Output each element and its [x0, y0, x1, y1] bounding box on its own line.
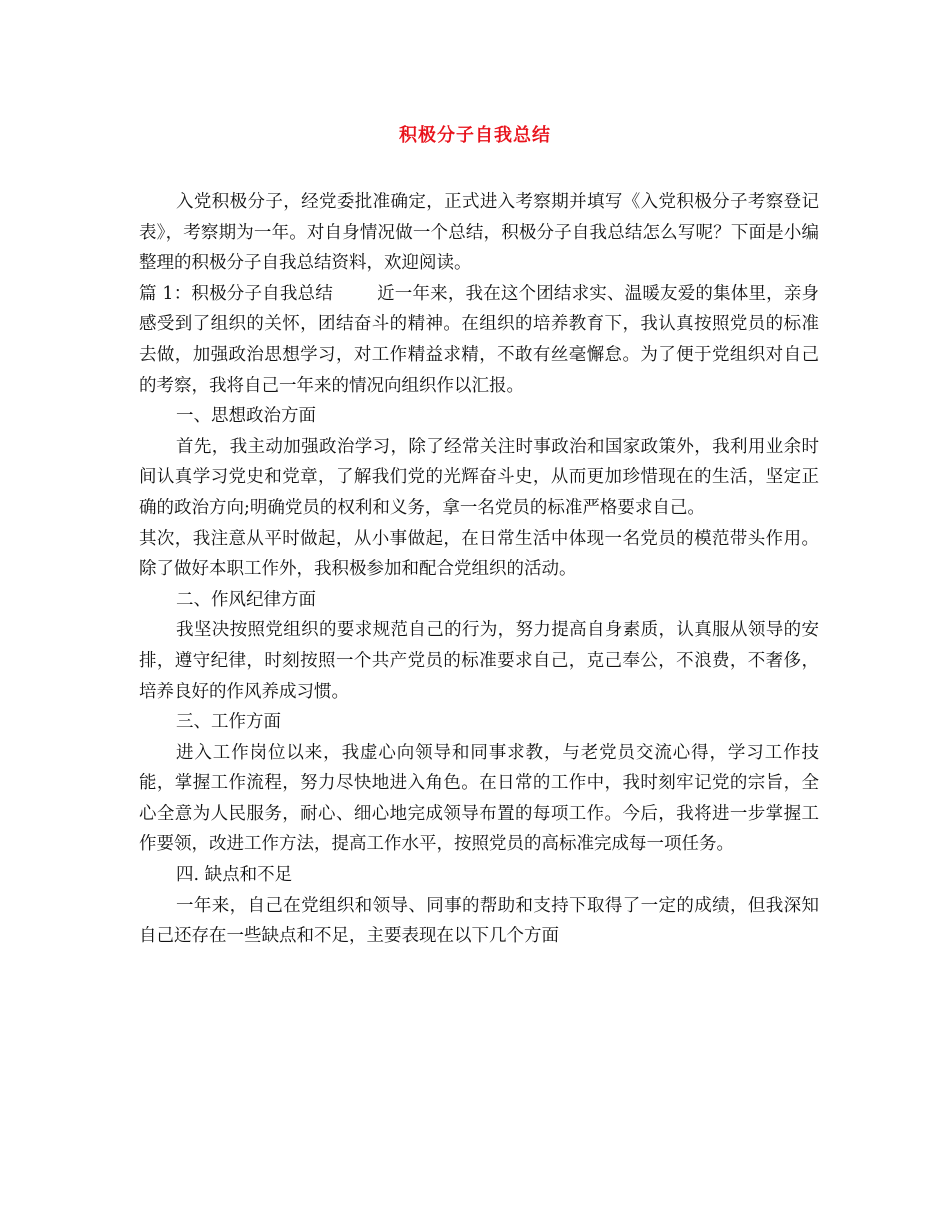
- section-heading-work: 三、工作方面: [176, 712, 281, 733]
- article-lead-text: 近一年来，我在这个团结求实、温暖友爱的集体里，亲身感受到了组织的关怀，团结奋斗的精神。在组织的培养教育下，我认真按照党员的标准去做，加强政治思想学习，对工作精益求精，不敢有丝毫懈怠。为了便于党组织对自己的考察，我将自己一年来的情况向组织作以汇报。: [139, 283, 819, 396]
- section-paragraph-shortcomings: 一年来，自己在党组织和领导、同事的帮助和支持下取得了一定的成绩，但我深知自己还存在一些缺点和不足，主要表现在以下几个方面: [139, 895, 819, 947]
- section-heading-politics: 一、思想政治方面: [176, 406, 316, 427]
- article-label: 篇 1：积极分子自我总结: [139, 283, 333, 304]
- document-body: [139, 187, 819, 952]
- section-paragraph-politics: 首先，我主动加强政治学习，除了经常关注时事政治和国家政策外，我利用业余时间认真学习党史和党章，了解我们党的光辉奋斗史，从而更加珍惜现在的生活，坚定正确的政治方向;明确党员的权利和义务，拿一名党员的标准严格要求自己。: [139, 436, 819, 518]
- article-lead-paragraph: [139, 279, 819, 401]
- section-heading-shortcomings: 四. 缺点和不足: [176, 865, 293, 886]
- section-paragraph-work: 进入工作岗位以来，我虚心向领导和同事求教，与老党员交流心得，学习工作技能，掌握工作流程，努力尽快地进入角色。在日常的工作中，我时刻牢记党的宗旨，全心全意为人民服务，耐心、细心地完成领导布置的每项工作。今后，我将进一步掌握工作要领，改进工作方法，提高工作水平，按照党员的高标准完成每一项任务。: [139, 742, 819, 855]
- section-heading-discipline: 二、作风纪律方面: [176, 589, 316, 610]
- intro-paragraph: 入党积极分子，经党委批准确定，正式进入考察期并填写《入党积极分子考察登记表》，考察期为一年。对自身情况做一个总结，积极分子自我总结怎么写呢？下面是小编整理的积极分子自我总结资料，欢迎阅读。: [139, 192, 819, 274]
- section-paragraph-politics-extra: 其次，我注意从平时做起，从小事做起，在日常生活中体现一名党员的模范带头作用。除了做好本职工作外，我积极参加和配合党组织的活动。: [139, 528, 819, 580]
- section-paragraph-discipline: 我坚决按照党组织的要求规范自己的行为，努力提高自身素质，认真服从领导的安排，遵守纪律，时刻按照一个共产党员的标准要求自己，克己奉公，不浪费，不奢侈，培养良好的作风养成习惯。: [139, 620, 819, 702]
- document-title: 积极分子自我总结: [399, 125, 551, 146]
